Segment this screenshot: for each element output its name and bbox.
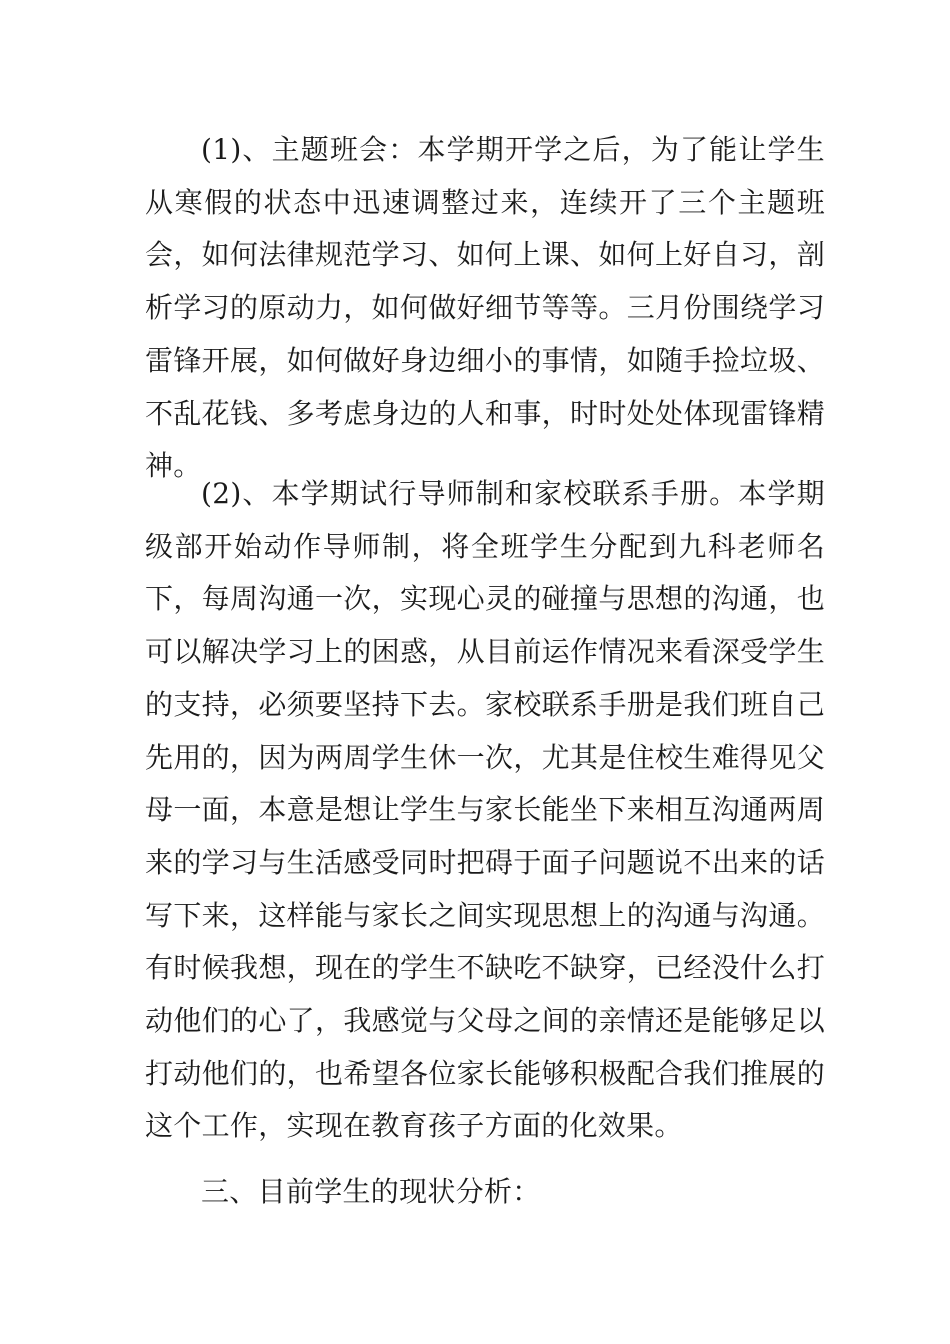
paragraph-mentor-system: (2)、本学期试行导师制和家校联系手册。本学期级部开始动作导师制，将全班学生分配到九科老师名下，每周沟通一次，实现心灵的碰撞与思想的沟通，也可以解决学习上的困惑，从目前运作情况来看深受学生的支持，必须要坚持下去。家校联系手册是我们班自己先用的，因为两周学生休一次，尤其是住校生难得见父母一面，本意是想让学生与家长能坐下来相互沟通两周来的学习与生活感受同时把碍于面子问题说不出来的话写下来，这样能与家长之间实现思想上的沟通与沟通。有时候我想，现在的学生不缺吃不缺穿，已经没什么打动他们的心了，我感觉与父母之间的亲情还是能够足以打动他们的，也希望各位家长能够积极配合我们推展的这个工作，实现在教育孩子方面的化效果。 <box>145 477 825 1143</box>
section-heading-student-status: 三、目前学生的现状分析： <box>201 1175 541 1208</box>
paragraph-theme-class-meeting: (1)、主题班会：本学期开学之后，为了能让学生从寒假的状态中迅速调整过来，连续开了三个主题班会，如何法律规范学习、如何上课、如何上好自习，剖析学习的原动力，如何做好细节等等。三月份围绕学习雷锋开展，如何做好身边细小的事情，如随手捡垃圾、不乱花钱、多考虑身边的人和事，时时处处体现雷锋精神。 <box>145 133 825 483</box>
